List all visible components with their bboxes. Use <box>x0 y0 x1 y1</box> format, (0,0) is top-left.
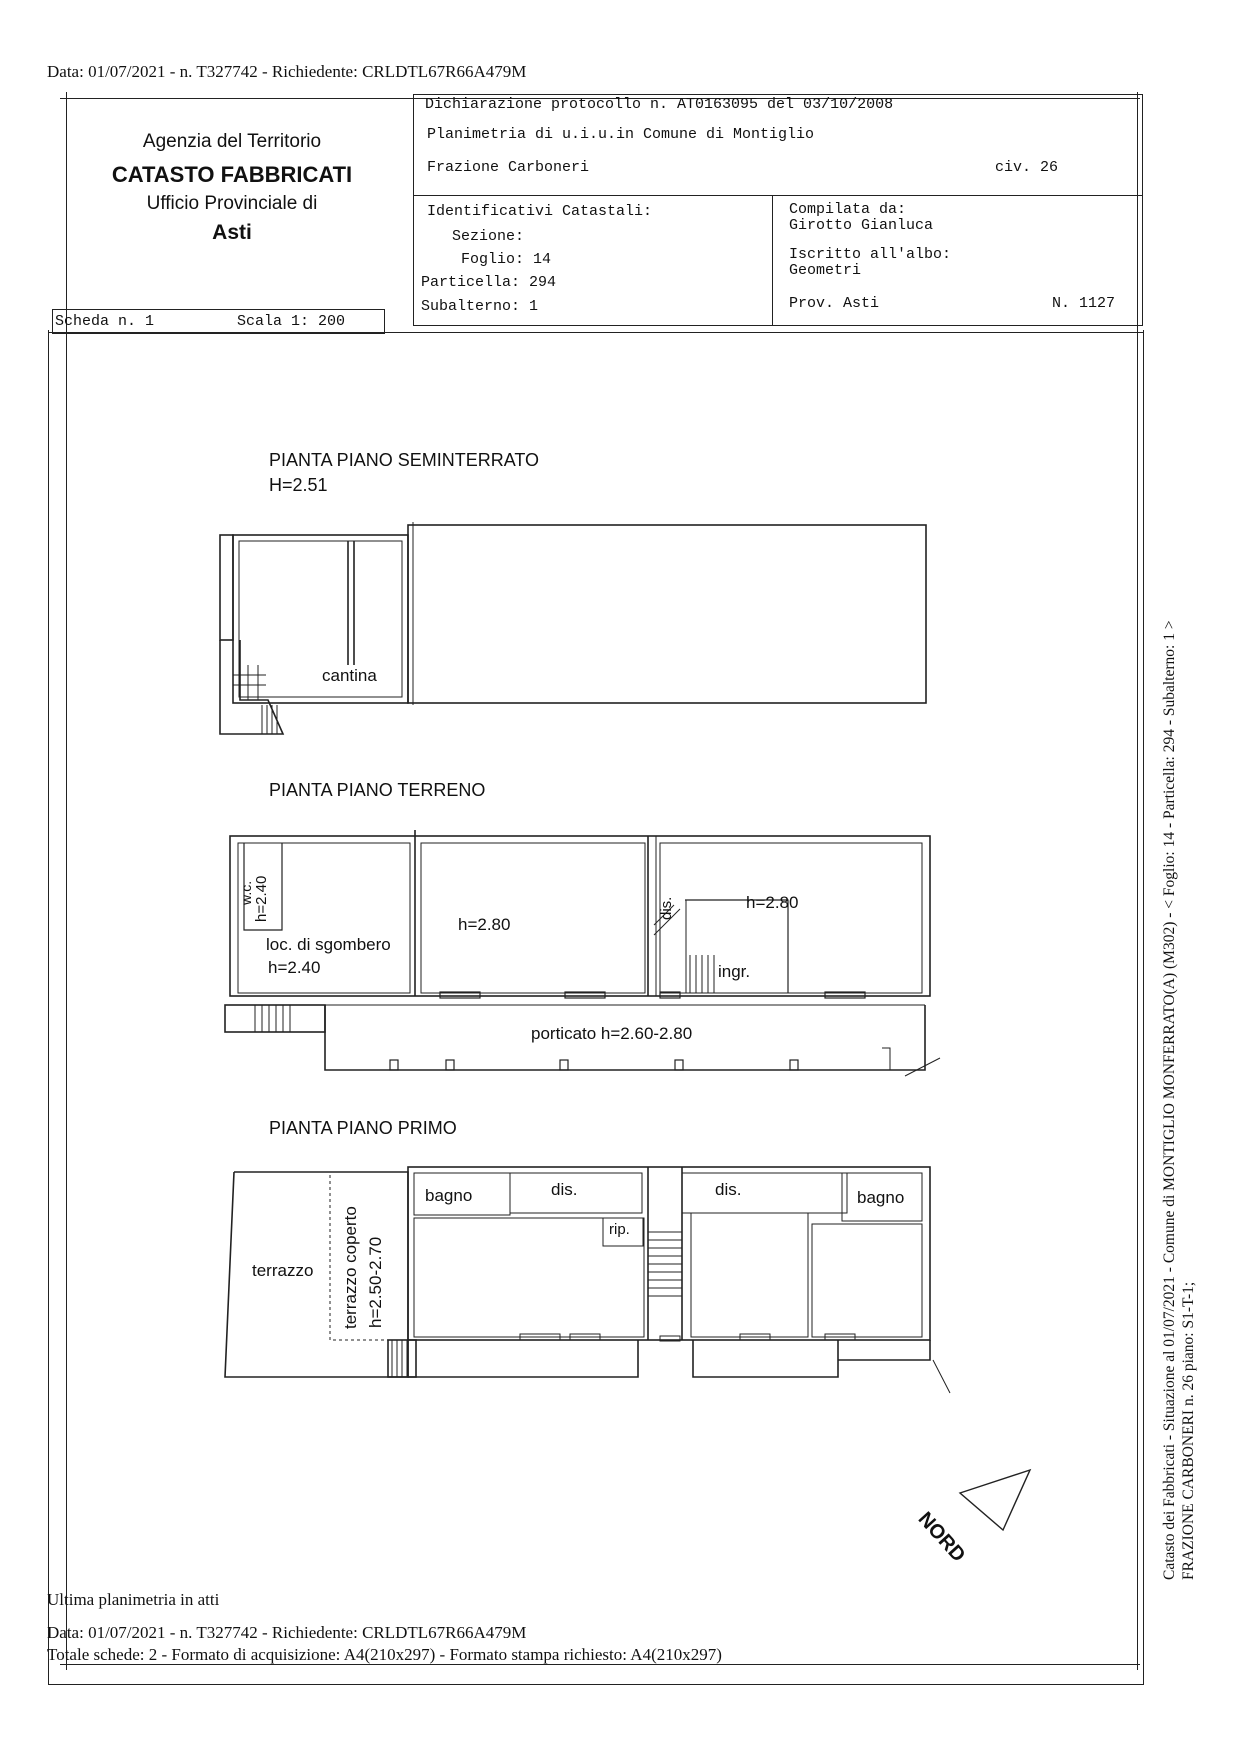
office-city: Asti <box>212 221 252 244</box>
room-dis-left: dis. <box>551 1180 578 1199</box>
frazione-line: Frazione Carboneri <box>427 159 590 176</box>
side-address-text: FRAZIONE CARBONERI n. 26 piano: S1-T-1; <box>1180 1281 1197 1580</box>
last-plan-label: Ultima planimetria in atti <box>47 1590 220 1609</box>
room-wc: w.c. <box>238 880 254 905</box>
seminterrato-height: H=2.51 <box>269 475 328 495</box>
protocol-line: Dichiarazione protocollo n. AT0163095 del 03/10/2008 <box>425 96 894 113</box>
room-wc-height: h=2.40 <box>253 875 270 922</box>
room-ingresso: ingr. <box>718 962 751 981</box>
room-terrazzo: terrazzo <box>252 1261 314 1280</box>
terreno-title: PIANTA PIANO TERRENO <box>269 780 486 800</box>
registration-number: N. 1127 <box>1052 295 1116 312</box>
room-dis-right: dis. <box>715 1180 742 1199</box>
footer-request: Data: 01/07/2021 - n. T327742 - Richiedente: CRLDTL67R66A479M <box>47 1623 527 1642</box>
compiled-by-label: Compilata da: <box>789 201 907 218</box>
room-dis-terreno: dis. <box>658 896 675 920</box>
particella-field: Particella: 294 <box>421 274 557 291</box>
province-field: Prov. Asti <box>789 295 880 312</box>
compiler-name: Girotto Gianluca <box>789 217 934 234</box>
civic-number: civ. 26 <box>995 159 1059 176</box>
room-sgombero: loc. di sgombero <box>266 935 391 954</box>
sezione-field: Sezione: <box>452 228 525 245</box>
office-label: Ufficio Provinciale di <box>146 193 318 214</box>
room-terrazzo-coperto: terrazzo coperto <box>341 1206 360 1329</box>
request-header: Data: 01/07/2021 - n. T327742 - Richiedente: CRLDTL67R66A479M <box>47 62 527 81</box>
room-cantina: cantina <box>322 666 377 685</box>
north-arrow-icon <box>960 1470 1030 1530</box>
albo-label: Iscritto all'albo: <box>789 246 952 263</box>
side-situation-text: Catasto dei Fabbricati - Situazione al 01/07/2021 - Comune di MONTIGLIO MONFERRATO(A) (M302) - < Foglio: 14 - Particella: 294 - Subalterno: 1 > <box>1161 620 1178 1580</box>
room-ripostiglio: rip. <box>609 1221 630 1238</box>
catasto-title: CATASTO FABBRICATI <box>111 162 353 187</box>
scale-label: Scala 1: 200 <box>237 313 346 330</box>
identifiers-title: Identificativi Catastali: <box>427 203 653 220</box>
albo-value: Geometri <box>789 262 862 279</box>
room-porticato: porticato h=2.60-2.80 <box>531 1024 693 1043</box>
room-right-height: h=2.80 <box>746 893 799 912</box>
seminterrato-plan <box>220 522 926 734</box>
room-bagno-left: bagno <box>425 1186 473 1205</box>
planimetria-line: Planimetria di u.i.u.in Comune di Montiglio <box>427 126 815 143</box>
primo-title: PIANTA PIANO PRIMO <box>269 1118 457 1138</box>
subalterno-field: Subalterno: 1 <box>421 298 539 315</box>
primo-plan <box>225 1167 950 1393</box>
north-label: NORD <box>913 1508 970 1567</box>
footer-totals: Totale schede: 2 - Formato di acquisizione: A4(210x297) - Formato stampa richiesto: A4(210x297) <box>47 1645 722 1664</box>
room-bagno-right: bagno <box>857 1188 905 1207</box>
room-central-height: h=2.80 <box>458 915 511 934</box>
foglio-field: Foglio: 14 <box>461 251 552 268</box>
seminterrato-title: PIANTA PIANO SEMINTERRATO <box>269 450 540 470</box>
scheda-number: Scheda n. 1 <box>55 313 155 330</box>
room-terrazzo-height: h=2.50-2.70 <box>366 1236 385 1328</box>
room-sgombero-height: h=2.40 <box>268 958 321 977</box>
agency-name: Agenzia del Territorio <box>142 131 322 152</box>
